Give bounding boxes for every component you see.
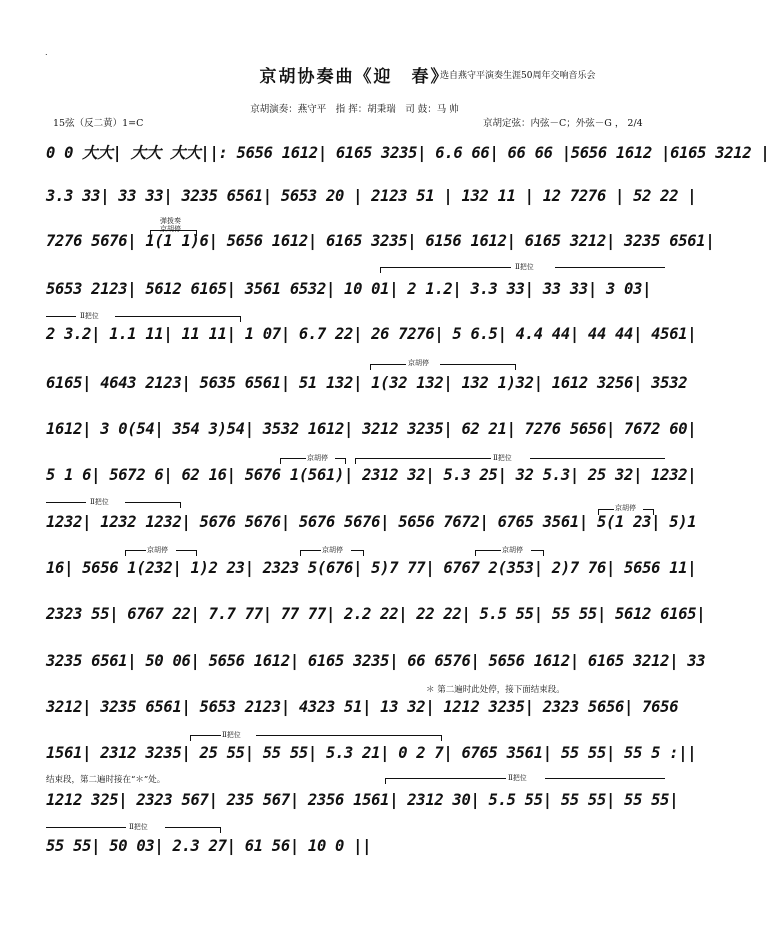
annotation-ii-pos-2: Ⅱ把位	[80, 312, 99, 320]
notation-row-7: 1612| 3 0(54| 354 3)54| 3532 1612| 3212 3235| 62 21| 7276 5656| 7672 60|	[46, 420, 697, 438]
tuning-info: 京胡定弦：内弦－C；外弦－G ， 2/4	[483, 118, 643, 129]
ending-note: 结束段，第二遍时接在“＊”处。	[46, 775, 166, 785]
notation-row-9: 1232| 1232 1232| 5676 5676| 5676 5676| 5656 7672| 6765 3561| 5(1 23| 5)1	[46, 513, 697, 531]
annotation-ii-pos-7: Ⅱ把位	[129, 823, 148, 831]
bracket-12b	[256, 735, 442, 741]
bracket-14	[46, 827, 126, 828]
annotation-ii-pos-6: Ⅱ把位	[508, 774, 527, 782]
annotation-jinghu-stop-5: 京胡停	[147, 546, 168, 554]
annotation-jinghu-stop: 京胡停	[160, 225, 181, 233]
notation-row-14: 1561| 2312 3235| 25 55| 55 55| 5.3 21| 0 2 7| 6765 3561| 55 55| 55 5 :||	[46, 744, 697, 762]
notation-row-1: 0 0 大大| 大大 大大||: 5656 1612| 6165 3235| 6.6 66| 66 66 |5656 1612 |6165 3212 |	[46, 144, 769, 162]
bracket-2b	[555, 267, 665, 268]
notation-row-4: 5653 2123| 5612 6165| 3561 6532| 10 01| 2 1.2| 3.3 33| 33 33| 3 03|	[46, 280, 652, 298]
notation-row-13: 3212| 3235 6561| 5653 2123| 4323 51| 13 32| 1212 3235| 2323 5656| 7656	[46, 698, 679, 716]
notation-row-8: 5 1 6| 5672 6| 62 16| 5676 1(561)| 2312 32| 5.3 25| 32 5.3| 25 32| 1232|	[46, 466, 697, 484]
annotation-jinghu-stop-4: 京胡停	[615, 504, 636, 512]
bracket-10b	[351, 550, 364, 556]
bracket-4	[370, 364, 406, 370]
notation-row-12: 3235 6561| 50 06| 5656 1612| 6165 3235| 66 6576| 5656 1612| 6165 3212| 33	[46, 652, 706, 670]
bracket-11b	[531, 550, 544, 556]
bracket-8	[598, 509, 614, 515]
bracket-9b	[176, 550, 197, 556]
bracket-5b	[335, 458, 346, 464]
bracket-3b	[115, 316, 241, 322]
annotation-ii-pos-4: Ⅱ把位	[90, 498, 109, 506]
annotation-jinghu-stop-3: 京胡停	[307, 454, 328, 462]
annotation-ii-pos-3: Ⅱ把位	[493, 454, 512, 462]
bracket-6b	[530, 458, 665, 459]
bracket-13b	[545, 778, 665, 779]
notation-row-16: 55 55| 50 03| 2.3 27| 61 56| 10 0 ||	[46, 837, 372, 855]
annotation-ii-pos-5: Ⅱ把位	[222, 731, 241, 739]
bracket-6	[355, 458, 491, 464]
bracket-8b	[643, 509, 654, 515]
annotation-ii-pos: Ⅱ把位	[515, 263, 534, 271]
bracket-12	[190, 735, 221, 741]
bracket-5	[280, 458, 306, 464]
bracket-7	[46, 502, 86, 503]
notation-row-15: 1212 325| 2323 567| 235 567| 2356 1561| 2312 30| 5.5 55| 55 55| 55 55|	[46, 791, 679, 809]
notation-row-10: 16| 5656 1(232| 1)2 23| 2323 5(676| 5)7 77| 6767 2(353| 2)7 76| 5656 11|	[46, 559, 697, 577]
second-time-note: ＊ 第二遍时此处停，接下面结束段。	[426, 685, 565, 695]
bracket-7b	[125, 502, 181, 508]
bracket-10	[300, 550, 321, 556]
bracket-13	[385, 778, 506, 784]
bracket-9	[125, 550, 146, 556]
bracket-3	[46, 316, 76, 317]
performer-credits: 京胡演奏：燕守平 指 挥：胡秉瑞 司 鼓：马 帅	[250, 104, 459, 115]
key-signature: 15弦（反二黄）1=C	[53, 118, 144, 129]
score-subtitle: 选自燕守平演奏生涯50周年交响音乐会	[440, 71, 596, 81]
annotation-jinghu-stop-2: 京胡停	[408, 359, 429, 367]
bracket-2	[380, 267, 511, 273]
bracket-4b	[440, 364, 516, 370]
notation-row-11: 2323 55| 6767 22| 7.7 77| 77 77| 2.2 22| 22 22| 5.5 55| 55 55| 5612 6165|	[46, 605, 706, 623]
bracket-11	[475, 550, 501, 556]
annotation-jinghu-stop-7: 京胡停	[502, 546, 523, 554]
notation-row-5: 2 3.2| 1.1 11| 11 11| 1 07| 6.7 22| 26 7276| 5 6.5| 4.4 44| 44 44| 4561|	[46, 325, 697, 343]
notation-row-6: 6165| 4643 2123| 5635 6561| 51 132| 1(32 132| 132 1)32| 1612 3256| 3532	[46, 374, 688, 392]
annotation-jinghu-stop-6: 京胡停	[322, 546, 343, 554]
score-title: 京胡协奏曲《迎 春》	[259, 67, 450, 87]
annotation-tanbozou: 弹拨奏	[160, 217, 181, 225]
corner-dot: .	[45, 48, 48, 57]
bracket-1	[150, 230, 197, 236]
bracket-14b	[165, 827, 221, 833]
notation-row-2: 3.3 33| 33 33| 3235 6561| 5653 20 | 2123 51 | 132 11 | 12 7276 | 52 22 |	[46, 187, 697, 205]
notation-row-3: 7276 5676| 1(1 1)6| 5656 1612| 6165 3235| 6156 1612| 6165 3212| 3235 6561|	[46, 232, 715, 250]
